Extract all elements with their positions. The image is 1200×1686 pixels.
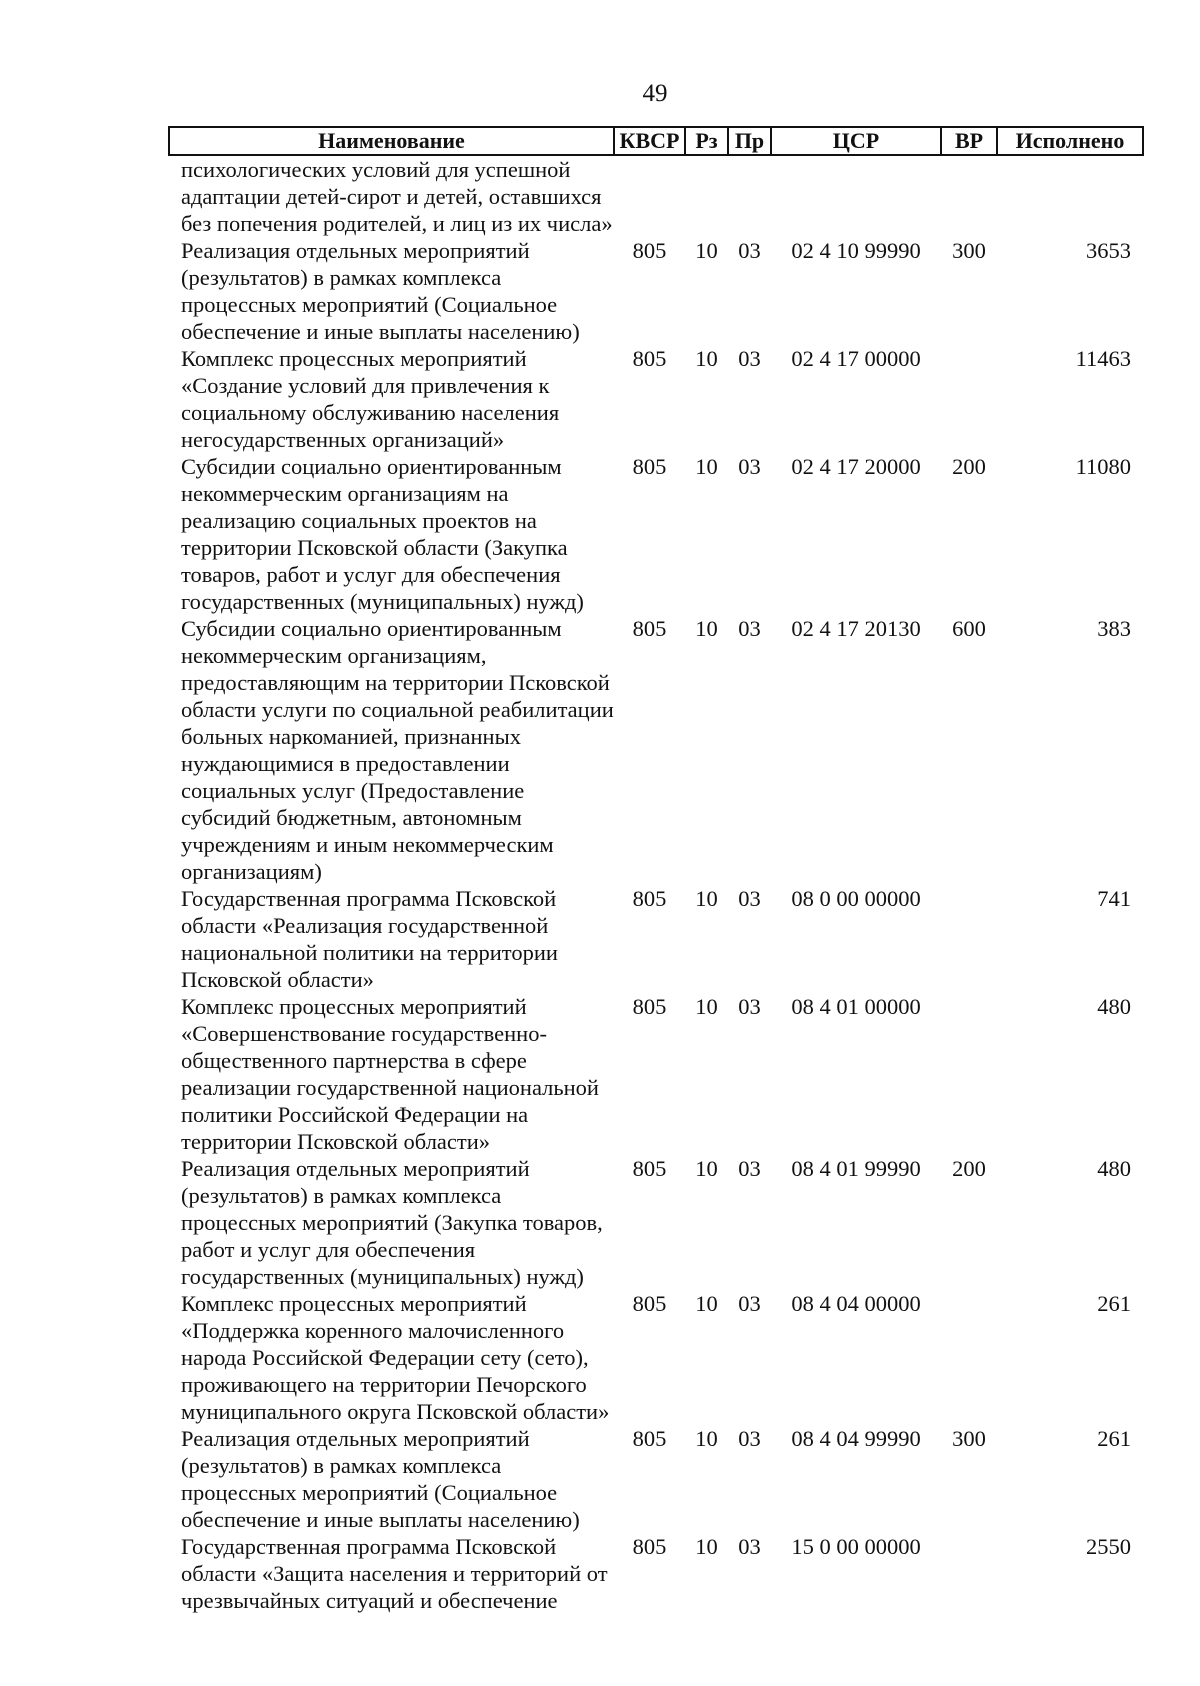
header-vr: ВР xyxy=(941,127,997,155)
row-csr: 08 4 04 00000 xyxy=(791,1291,921,1316)
row-kvsr: 805 xyxy=(632,886,667,911)
table-body xyxy=(169,155,1143,1614)
row-rz: 10 xyxy=(695,616,718,641)
row-name: Реализация отдельных мероприятий (результатов) в рамках комплекса процессных мероприятий (Социальное обеспечение и иные выплаты населению) xyxy=(181,238,580,344)
row-kvsr: 805 xyxy=(632,1534,667,1559)
table-row xyxy=(169,615,1143,885)
row-name: Комплекс процессных мероприятий «Поддержка коренного малочисленного народа Российской Федерации сету (сето), проживающего на территории Печорского муниципального округа Псковской области» xyxy=(181,1291,610,1424)
row-pr: 03 xyxy=(738,346,761,371)
table-row xyxy=(169,885,1143,993)
row-name: психологических условий для успешной адаптации детей-сирот и детей, оставшихся без попечения родителей, и лиц из их числа» xyxy=(181,157,613,236)
row-rz: 10 xyxy=(695,238,718,263)
row-rz: 10 xyxy=(695,1291,718,1316)
row-rz xyxy=(685,155,728,237)
table-header-row xyxy=(169,127,1143,155)
row-done: 480 xyxy=(1097,1156,1131,1181)
row-done: 11080 xyxy=(1075,454,1131,479)
row-csr: 08 0 00 00000 xyxy=(791,886,921,911)
row-done: 383 xyxy=(1097,616,1131,641)
row-kvsr: 805 xyxy=(632,994,667,1019)
row-kvsr: 805 xyxy=(632,1156,667,1181)
row-vr xyxy=(941,993,997,1155)
row-csr: 02 4 10 99990 xyxy=(791,238,921,263)
header-csr: ЦСР xyxy=(771,127,941,155)
row-name: Комплекс процессных мероприятий «Создание условий для привлечения к социальному обслуживанию населения негосударственных организаций» xyxy=(181,346,560,452)
row-pr: 03 xyxy=(738,238,761,263)
row-done: 11463 xyxy=(1075,346,1131,371)
row-pr: 03 xyxy=(738,454,761,479)
row-done: 261 xyxy=(1097,1291,1131,1316)
row-vr xyxy=(941,155,997,237)
row-done: 261 xyxy=(1097,1426,1131,1451)
row-name: Реализация отдельных мероприятий (результатов) в рамках комплекса процессных мероприятий (Закупка товаров, работ и услуг для обеспечения государственных (муниципальных) нужд) xyxy=(181,1156,603,1289)
row-kvsr: 805 xyxy=(632,346,667,371)
header-kvsr: КВСР xyxy=(614,127,685,155)
row-rz: 10 xyxy=(695,994,718,1019)
row-csr: 02 4 17 00000 xyxy=(791,346,921,371)
row-name: Комплекс процессных мероприятий «Совершенствование государственно-общественного партнерства в сфере реализации государственной национальной политики Российской Федерации на территории Псковской области» xyxy=(181,994,599,1154)
table-row xyxy=(169,1425,1143,1533)
table-header xyxy=(169,127,1143,155)
row-vr xyxy=(941,1533,997,1614)
row-kvsr: 805 xyxy=(632,454,667,479)
row-rz: 10 xyxy=(695,886,718,911)
table-row xyxy=(169,155,1143,237)
table-row xyxy=(169,1290,1143,1425)
row-vr: 300 xyxy=(952,238,986,263)
row-pr: 03 xyxy=(738,886,761,911)
header-name: Наименование xyxy=(169,127,614,155)
row-pr: 03 xyxy=(738,994,761,1019)
row-kvsr xyxy=(614,155,685,237)
row-pr: 03 xyxy=(738,1156,761,1181)
page-number: 49 xyxy=(642,80,668,107)
row-rz: 10 xyxy=(695,346,718,371)
row-name: Субсидии социально ориентированным некоммерческим организациям на реализацию социальных проектов на территории Псковской области (Закупка товаров, работ и услуг для обеспечения государственных (муниципальных) нужд) xyxy=(181,454,584,614)
table-row xyxy=(169,1533,1143,1614)
table-row xyxy=(169,1155,1143,1290)
row-pr xyxy=(728,155,771,237)
row-name: Государственная программа Псковской области «Реализация государственной национальной политики на территории Псковской области» xyxy=(181,886,558,992)
header-rz: Рз xyxy=(685,127,728,155)
row-kvsr: 805 xyxy=(632,1291,667,1316)
table-row xyxy=(169,237,1143,345)
row-done: 741 xyxy=(1097,886,1131,911)
row-done: 3653 xyxy=(1086,238,1131,263)
row-name: Государственная программа Псковской области «Защита населения и территорий от чрезвычайных ситуаций и обеспечение xyxy=(181,1534,608,1613)
row-name: Реализация отдельных мероприятий (результатов) в рамках комплекса процессных мероприятий (Социальное обеспечение и иные выплаты населению) xyxy=(181,1426,580,1532)
row-vr xyxy=(941,345,997,453)
row-pr: 03 xyxy=(738,1291,761,1316)
row-csr: 08 4 01 99990 xyxy=(791,1156,921,1181)
row-rz: 10 xyxy=(695,1426,718,1451)
header-done: Исполнено xyxy=(997,127,1143,155)
row-vr: 200 xyxy=(952,1156,986,1181)
header-pr: Пр xyxy=(728,127,771,155)
row-vr: 300 xyxy=(952,1426,986,1451)
budget-table xyxy=(168,126,1144,1614)
table-row xyxy=(169,345,1143,453)
row-pr: 03 xyxy=(738,1534,761,1559)
row-done xyxy=(997,155,1143,237)
row-kvsr: 805 xyxy=(632,1426,667,1451)
row-done: 480 xyxy=(1097,994,1131,1019)
row-pr: 03 xyxy=(738,1426,761,1451)
row-csr: 08 4 04 99990 xyxy=(791,1426,921,1451)
row-vr: 200 xyxy=(952,454,986,479)
row-kvsr: 805 xyxy=(632,238,667,263)
row-csr: 02 4 17 20130 xyxy=(791,616,921,641)
table-row xyxy=(169,453,1143,615)
row-pr: 03 xyxy=(738,616,761,641)
row-csr xyxy=(771,155,941,237)
row-rz: 10 xyxy=(695,1534,718,1559)
row-csr: 02 4 17 20000 xyxy=(791,454,921,479)
row-kvsr: 805 xyxy=(632,616,667,641)
row-vr: 600 xyxy=(952,616,986,641)
row-vr xyxy=(941,885,997,993)
row-rz: 10 xyxy=(695,454,718,479)
row-csr: 15 0 00 00000 xyxy=(791,1534,921,1559)
row-csr: 08 4 01 00000 xyxy=(791,994,921,1019)
table-row xyxy=(169,993,1143,1155)
row-done: 2550 xyxy=(1086,1534,1131,1559)
row-rz: 10 xyxy=(695,1156,718,1181)
row-vr xyxy=(941,1290,997,1425)
row-name: Субсидии социально ориентированным некоммерческим организациям, предоставляющим на территории Псковской области услуги по социальной реабилитации больных наркоманией, признанных нуждающимися в предоставлении социальных услуг (Предоставление субсидий бюджетным, автономным учреждениям и иным некоммерческим организациям) xyxy=(181,616,614,884)
